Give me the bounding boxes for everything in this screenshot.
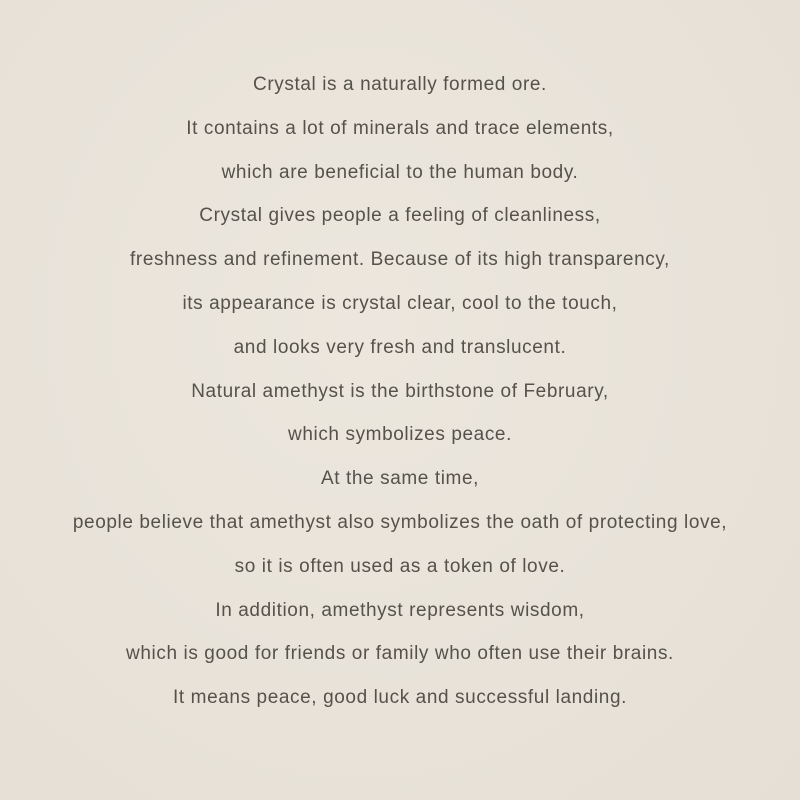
text-line: Crystal is a naturally formed ore. — [253, 74, 547, 95]
text-line: It means peace, good luck and successful landing. — [173, 687, 627, 709]
text-line: which symbolizes peace. — [288, 424, 512, 446]
text-line: which are beneficial to the human body. — [221, 161, 579, 183]
text-line: people believe that amethyst also symbolizes the oath of protecting love, — [72, 511, 728, 533]
text-line: so it is often used as a token of love. — [234, 555, 566, 577]
text-line: At the same time, — [320, 468, 480, 490]
text-line: In addition, amethyst represents wisdom, — [215, 599, 585, 621]
text-line: its appearance is crystal clear, cool to the touch, — [182, 292, 618, 314]
text-line: Crystal gives people a feeling of cleanliness, — [199, 205, 601, 227]
text-line: freshness and refinement. Because of its high transparency, — [130, 249, 670, 271]
description-text-block — [0, 63, 800, 720]
text-line: It contains a lot of minerals and trace elements, — [186, 117, 614, 139]
text-line: and looks very fresh and translucent. — [233, 336, 567, 358]
text-line: which is good for friends or family who often use their brains. — [126, 643, 674, 665]
text-line: Natural amethyst is the birthstone of February, — [191, 380, 609, 402]
